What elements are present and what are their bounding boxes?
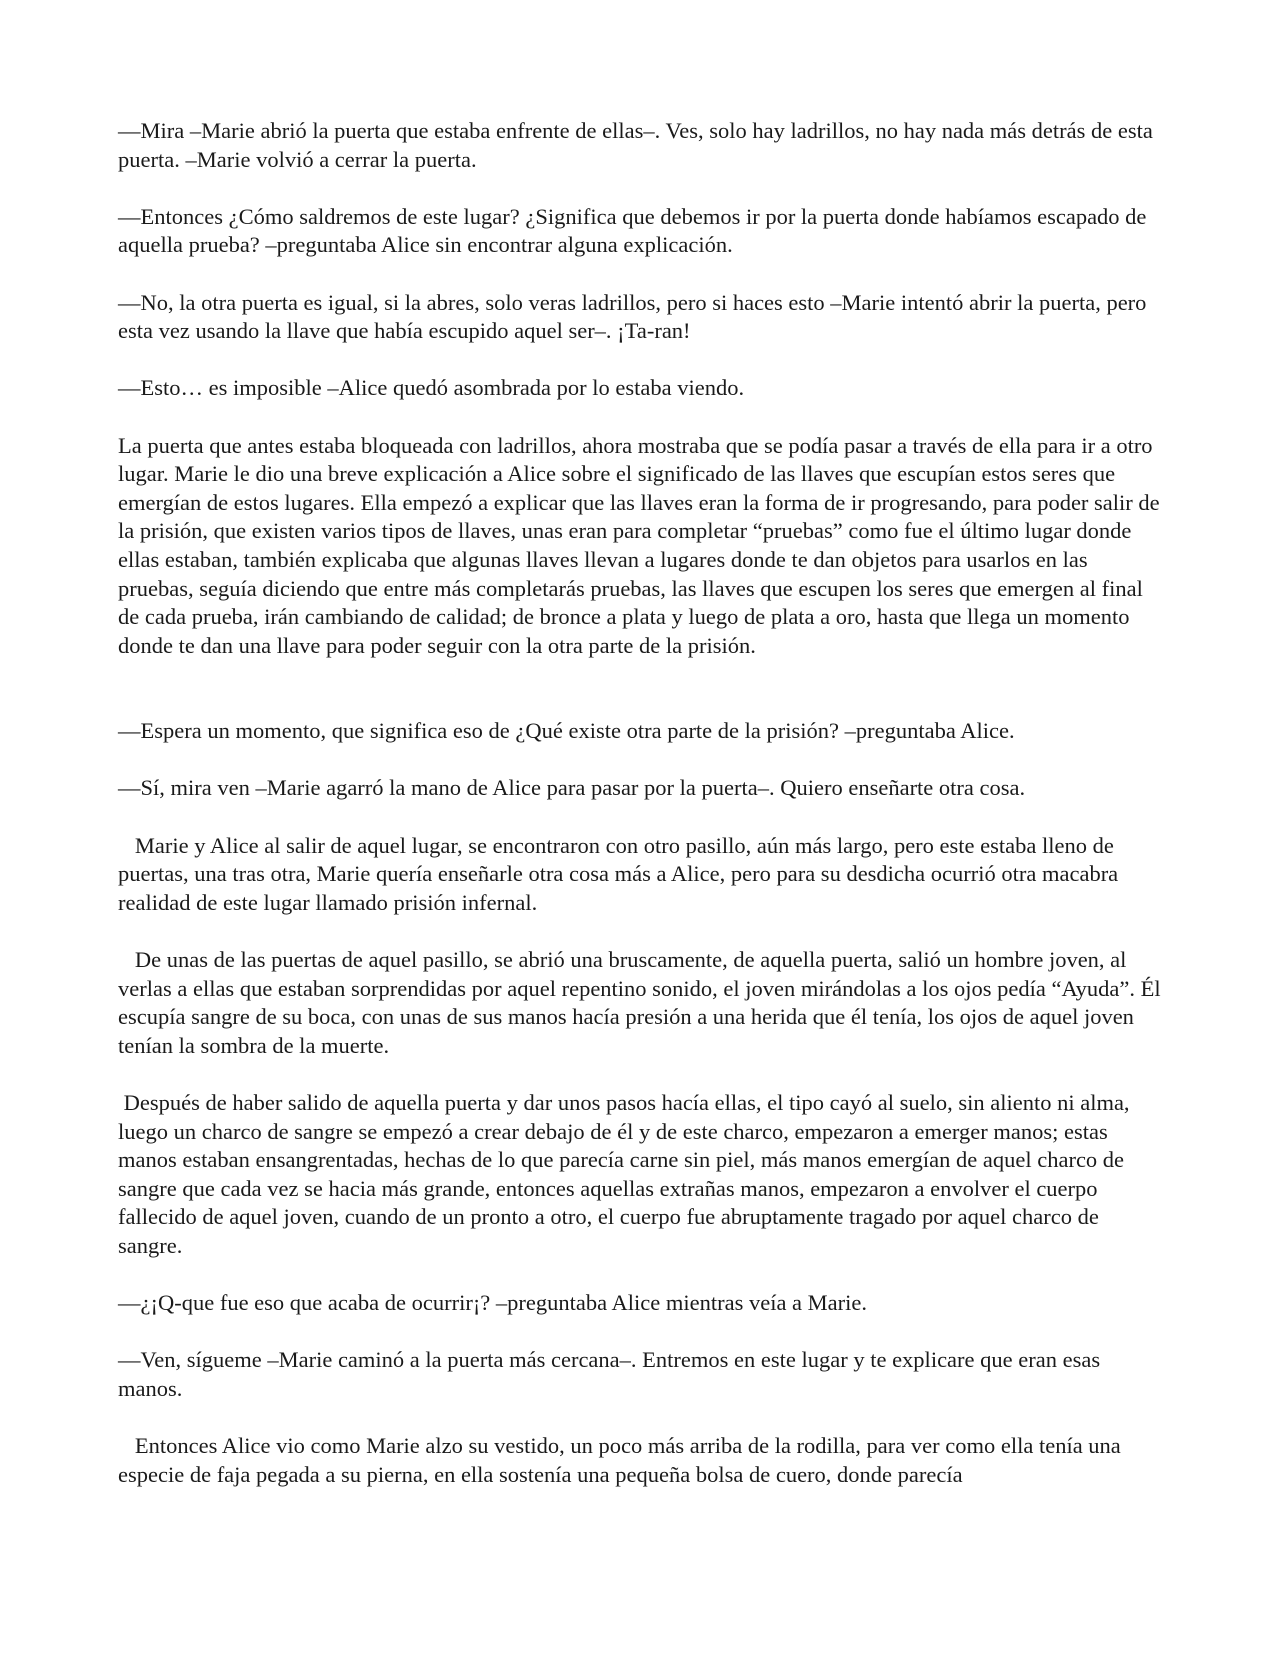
paragraph: —Ven, sígueme –Marie caminó a la puerta más cercana–. Entremos en este lugar y te explicare que eran esas manos. xyxy=(118,1347,1101,1401)
paragraph: La puerta que antes estaba bloqueada con ladrillos, ahora mostraba que se podía pasar a través de ella para ir a otro lugar. Marie le dio una breve explicación a Alice sobre el significado de las llaves que escupían estos seres que emergían de estos lugares. Ella empezó a explicar que las llaves eran la forma de ir progresando, para poder salir de la prisión, que existen varios tipos de llaves, unas eran para completar “pruebas” como fue el último lugar donde ellas estaban, también explicaba que algunas llaves llevan a lugares donde te dan objetos para usarlos en las pruebas, seguía diciendo que entre más completarás pruebas, las llaves que escupen los seres que emergen al final de cada prueba, irán cambiando de calidad; de bronce a plata y luego de plata a oro, hasta que llega un momento donde te dan una llave para poder seguir con la otra parte de la prisión. xyxy=(118,432,1160,658)
paragraph: —Mira –Marie abrió la puerta que estaba enfrente de ellas–. Ves, solo hay ladrillos, no hay nada más detrás de esta puerta. –Marie volvió a cerrar la puerta. xyxy=(118,118,1153,172)
paragraph: —No, la otra puerta es igual, si la abres, solo veras ladrillos, pero si haces esto –Marie intentó abrir la puerta, pero esta vez usando la llave que había escupido aquel ser–. ¡Ta-ran! xyxy=(118,289,1147,344)
paragraph: Entonces Alice vio como Marie alzo su vestido, un poco más arriba de la rodilla, para ver como ella tenía una especie de faja pegada a su pierna, en ella sostenía una pequeña bolsa de cuero, donde parecía xyxy=(118,1433,1127,1487)
paragraph: Después de haber salido de aquella puerta y dar unos pasos hacía ellas, el tipo cayó al suelo, sin aliento ni alma, luego un charco de sangre se empezó a crear debajo de él y de este charco, empezaron a emerger manos; estas manos estaban ensangrentadas, hechas de lo que parecía carne sin piel, más manos emergían de aquel charco de sangre que cada vez se hacia más grande, entonces aquellas extrañas manos, empezaron a envolver el cuerpo fallecido de aquel joven, cuando de un pronto a otro, el cuerpo fue abruptamente tragado por aquel charco de sangre. xyxy=(118,1090,1136,1258)
paragraph: —Espera un momento, que significa eso de ¿Qué existe otra parte de la prisión? –preguntaba Alice. xyxy=(118,718,1015,744)
paragraph: —Sí, mira ven –Marie agarró la mano de Alice para pasar por la puerta–. Quiero enseñarte otra cosa. xyxy=(118,775,1026,801)
document-page xyxy=(118,117,1168,1518)
paragraph: —¿¡Q-que fue eso que acaba de ocurrir¡? –preguntaba Alice mientras veía a Marie. xyxy=(118,1290,868,1316)
paragraph: De unas de las puertas de aquel pasillo, se abrió una bruscamente, de aquella puerta, salió un hombre joven, al verlas a ellas que estaban sorprendidas por aquel repentino sonido, el joven mirándolas a los ojos pedía “Ayuda”. Él escupía sangre de su boca, con unas de sus manos hacía presión a una herida que él tenía, los ojos de aquel joven tenían la sombra de la muerte. xyxy=(118,947,1167,1058)
paragraph: —Entonces ¿Cómo saldremos de este lugar? ¿Significa que debemos ir por la puerta donde habíamos escapado de aquella prueba? –preguntaba Alice sin encontrar alguna explicación. xyxy=(118,203,1147,258)
paragraph: Marie y Alice al salir de aquel lugar, se encontraron con otro pasillo, aún más largo, pero este estaba lleno de puertas, una tras otra, Marie quería enseñarle otra cosa más a Alice, pero para su desdicha ocurrió otra macabra realidad de este lugar llamado prisión infernal. xyxy=(118,832,1124,915)
paragraph: —Esto… es imposible –Alice quedó asombrada por lo estaba viendo. xyxy=(118,375,745,401)
